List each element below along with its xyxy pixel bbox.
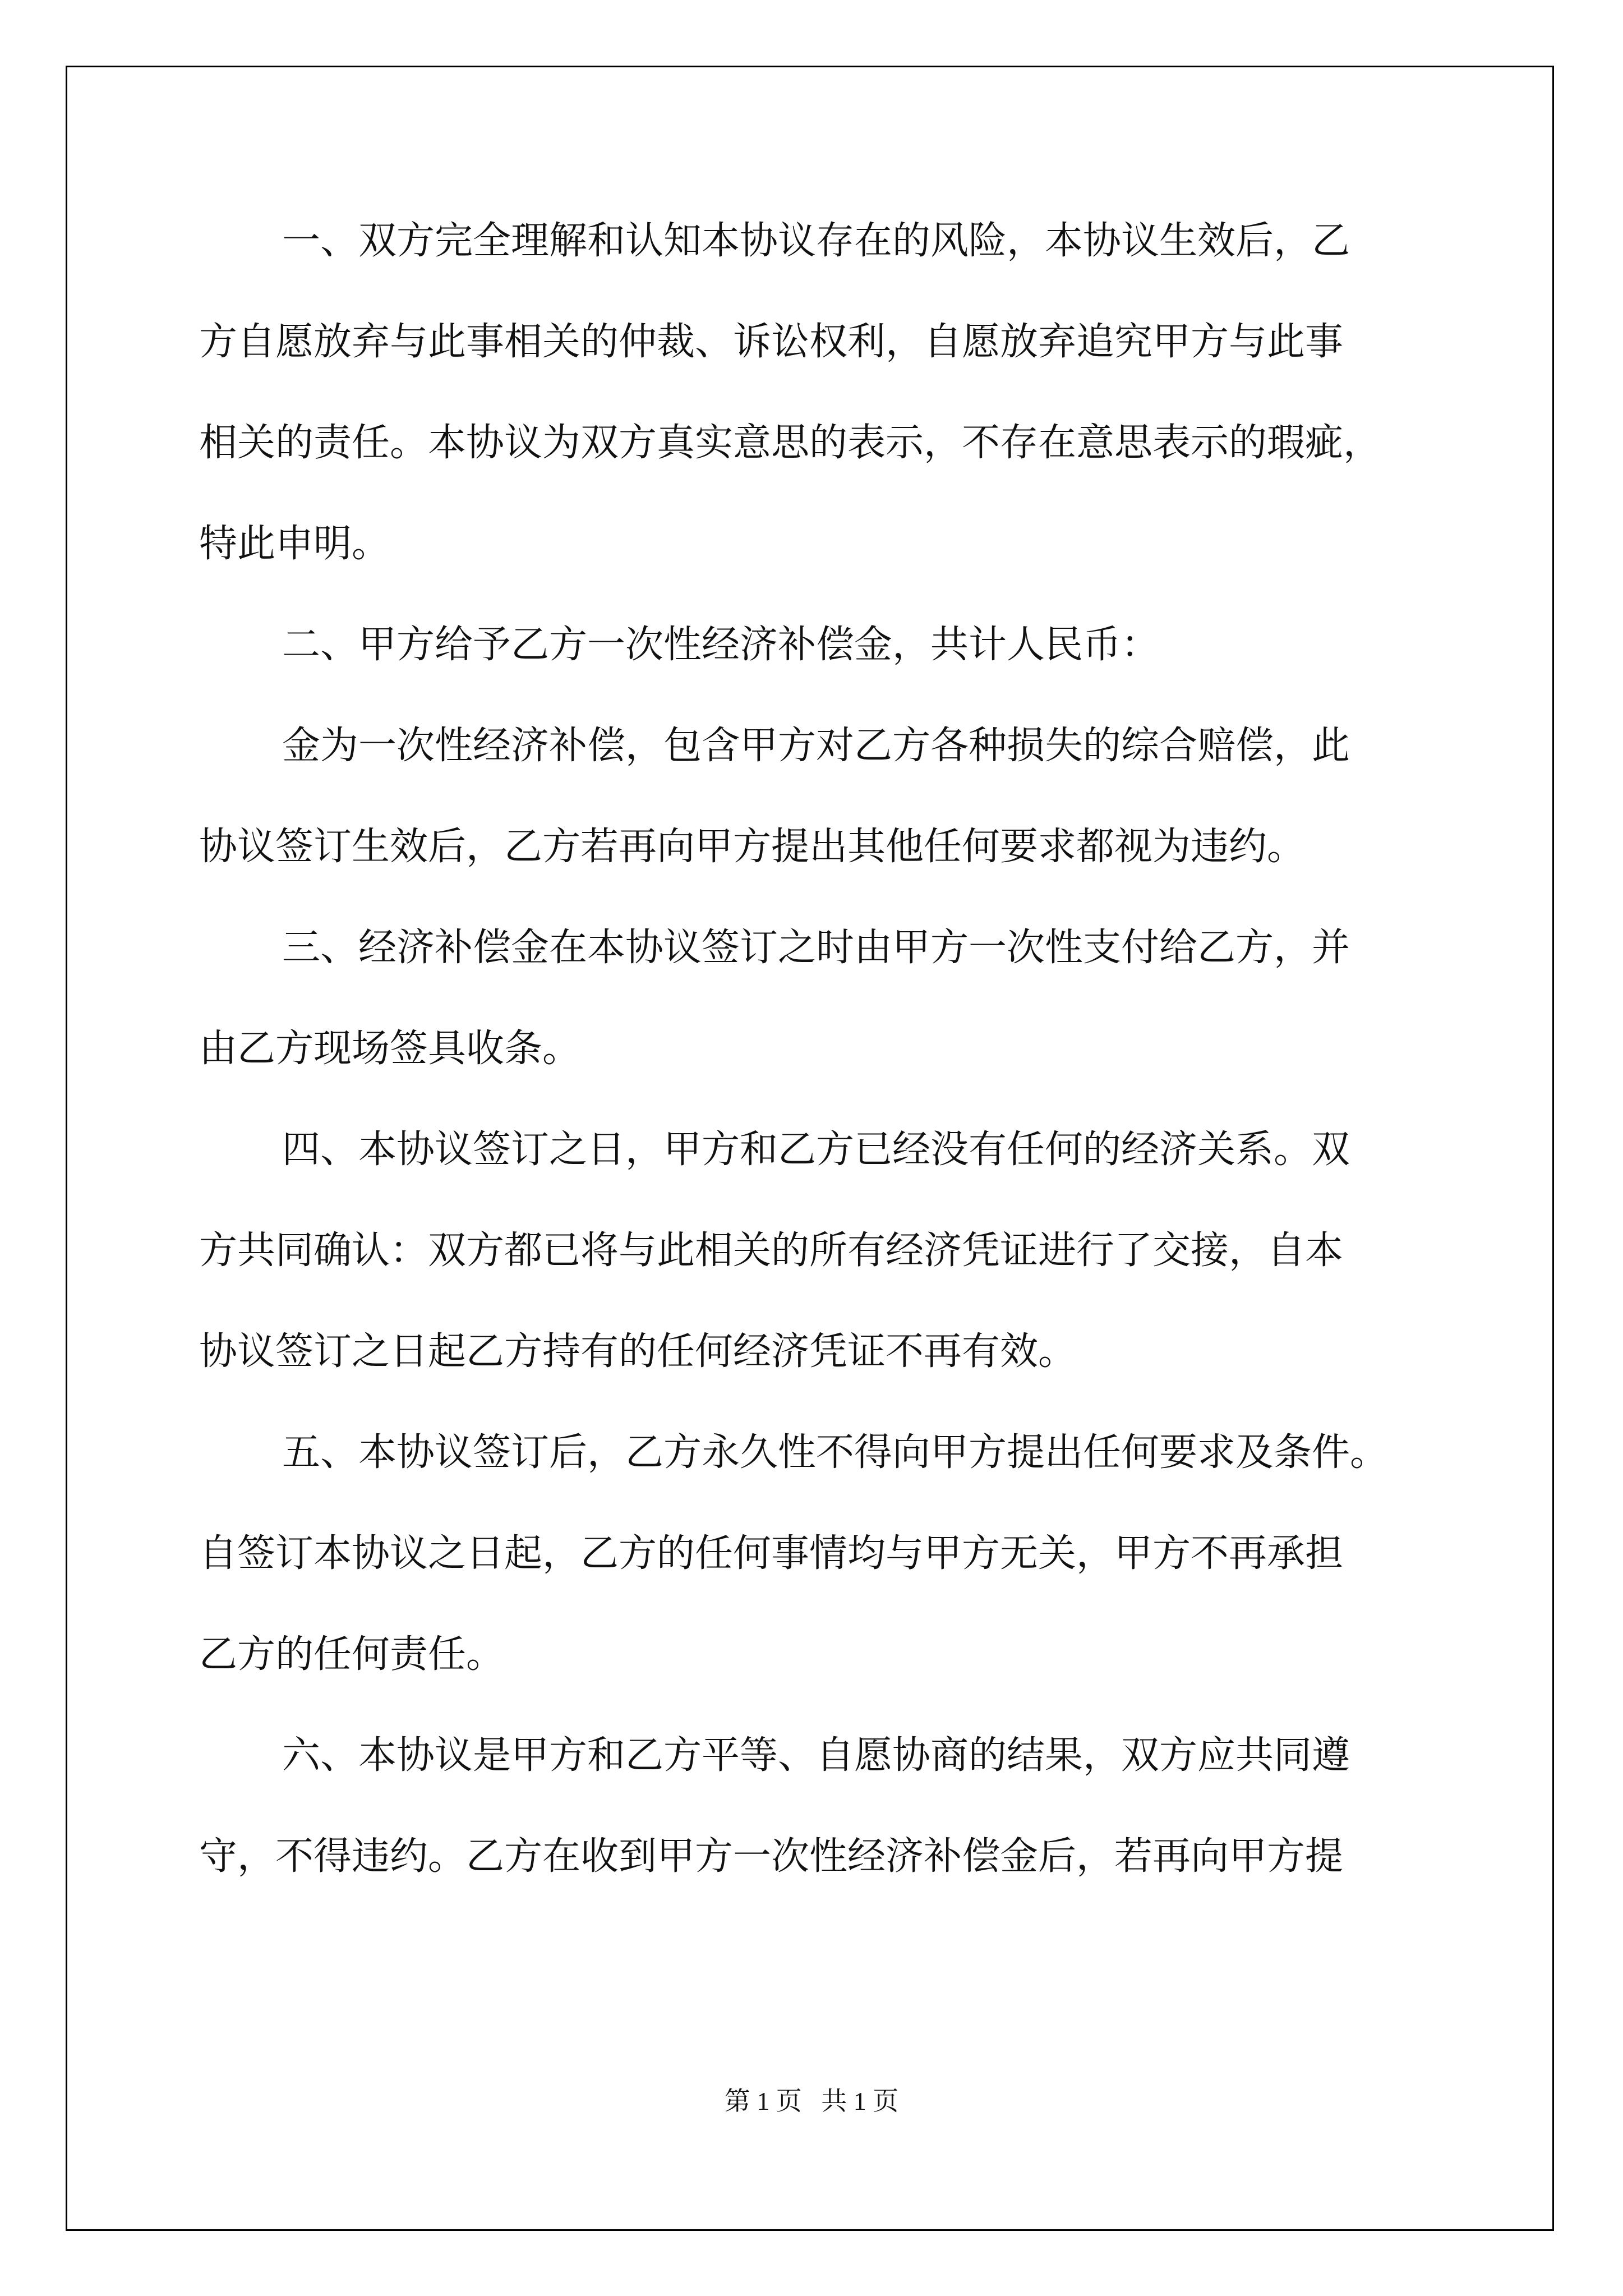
text-line: 相关的责任。本协议为双方真实意思的表示，不存在意思表示的瑕疵， [199, 421, 1382, 465]
page-number-footer: 第 1 页 共 1 页 [724, 2087, 899, 2115]
text-line: 由乙方现场签具收条。 [199, 1027, 581, 1071]
text-line: 六、本协议是甲方和乙方平等、自愿协商的结果，双方应共同遵 [282, 1733, 1350, 1778]
text-line: 特此申明。 [199, 522, 390, 566]
text-line: 协议签订之日起乙方持有的任何经济凭证不再有效。 [199, 1329, 1077, 1374]
text-line: 方共同确认：双方都已将与此相关的所有经济凭证进行了交接，自本 [199, 1228, 1344, 1273]
text-line: 一、双方完全理解和认知本协议存在的风险，本协议生效后，乙 [282, 219, 1350, 263]
text-line: 自签订本协议之日起，乙方的任何事情均与甲方无关，甲方不再承担 [199, 1531, 1344, 1576]
text-line: 五、本协议签订后，乙方永久性不得向甲方提出任何要求及条件。 [282, 1430, 1389, 1475]
text-line: 协议签订生效后，乙方若再向甲方提出其他任何要求都视为违约。 [199, 825, 1306, 869]
text-line: 三、经济补偿金在本协议签订之时由甲方一次性支付给乙方，并 [282, 926, 1350, 970]
text-line: 乙方的任何责任。 [199, 1632, 505, 1677]
text-line: 方自愿放弃与此事相关的仲裁、诉讼权利，自愿放弃追究甲方与此事 [199, 320, 1344, 364]
text-line: 二、甲方给予乙方一次性经济补偿金，共计人民币： [282, 623, 1160, 667]
text-line: 四、本协议签订之日，甲方和乙方已经没有任何的经济关系。双 [282, 1128, 1350, 1172]
text-line: 守，不得违约。乙方在收到甲方一次性经济补偿金后，若再向甲方提 [199, 1834, 1344, 1879]
text-line: 金为一次性经济补偿，包含甲方对乙方各种损失的综合赔偿，此 [282, 724, 1350, 768]
